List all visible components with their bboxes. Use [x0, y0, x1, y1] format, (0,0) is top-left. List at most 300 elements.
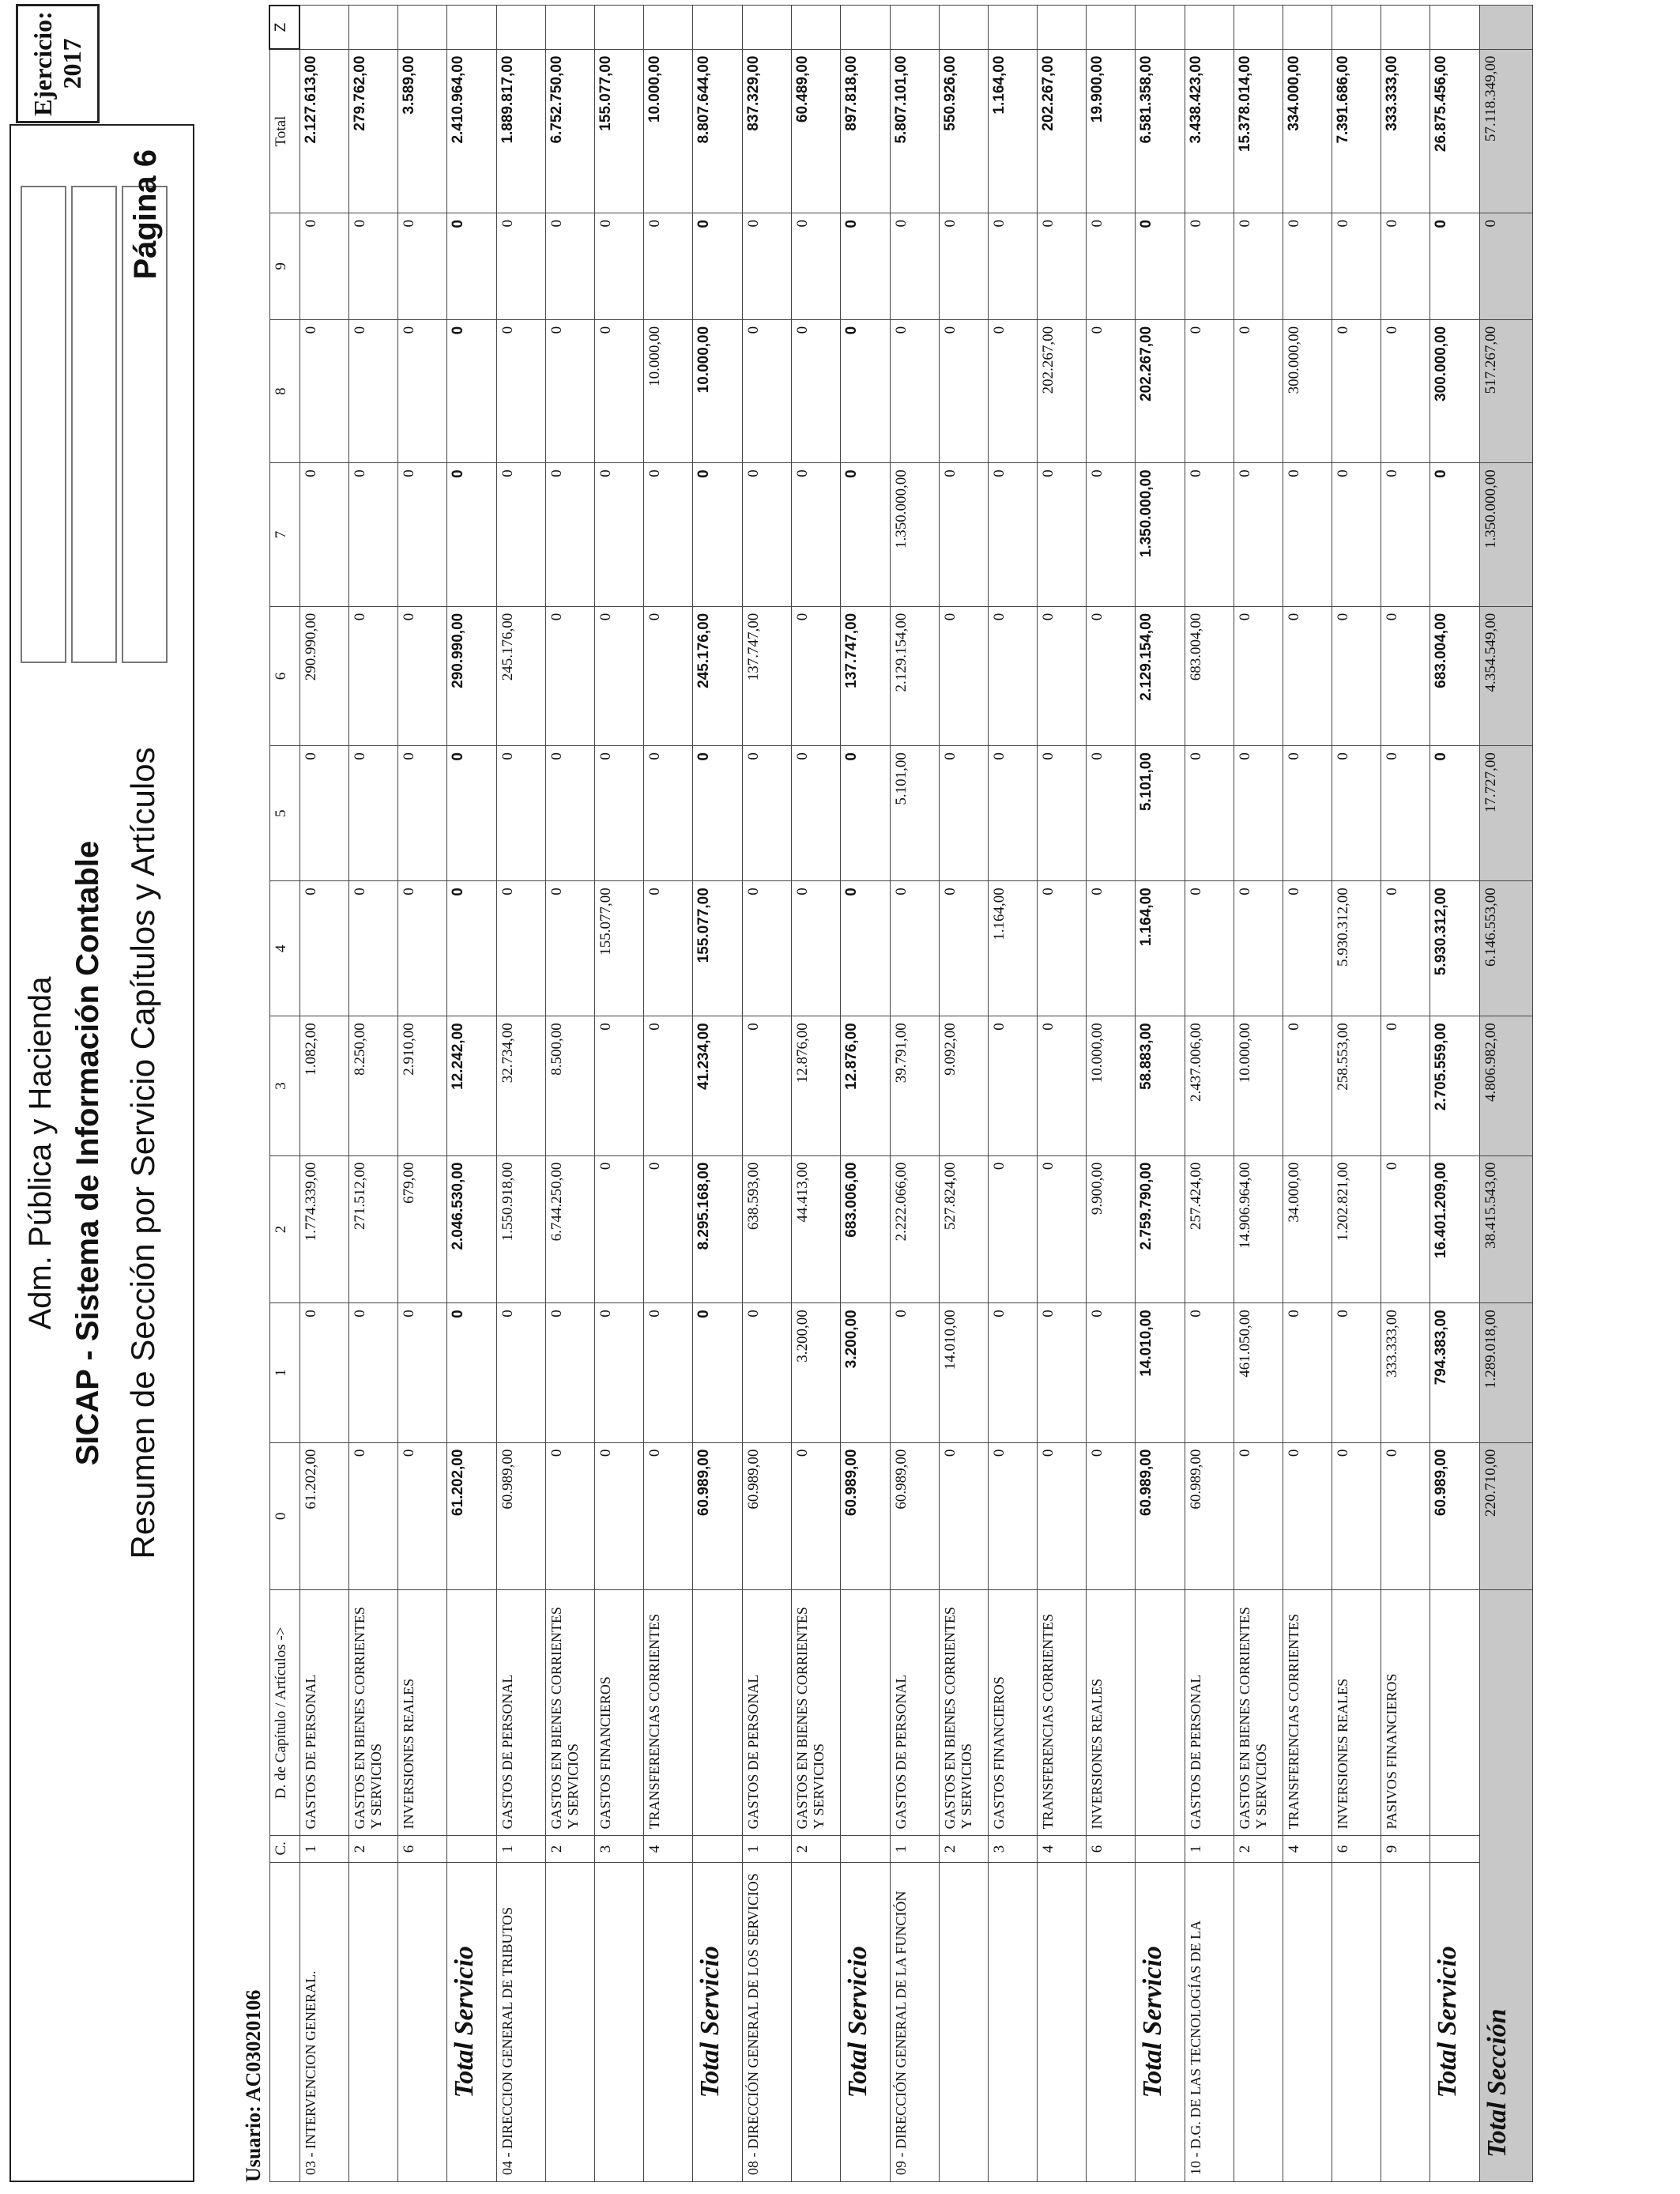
chapter-row	[1037, 6, 1086, 2182]
article-value: 0	[1086, 1442, 1135, 1590]
service-article-total: 14.010,00	[1135, 1303, 1185, 1442]
article-value: 0	[939, 463, 988, 606]
service-name: 03 - INTERVENCION GENERAL.	[299, 1862, 348, 2181]
service-article-total: 0	[1430, 213, 1479, 320]
article-value: 0	[1185, 213, 1234, 320]
article-value: 0	[939, 746, 988, 881]
row-total: 2.127.613,00	[299, 49, 348, 213]
article-value: 5.101,00	[890, 746, 939, 881]
row-total: 1.164,00	[988, 49, 1037, 213]
fiscal-year-box: Ejercicio: 2017	[16, 4, 100, 123]
article-value: 0	[643, 606, 692, 745]
service-article-total: 0	[1135, 213, 1185, 320]
report-table	[269, 5, 1533, 2182]
article-value: 0	[496, 213, 545, 320]
article-value: 0	[1381, 746, 1430, 881]
article-value: 0	[1234, 463, 1283, 606]
article-value: 0	[1283, 213, 1332, 320]
empty-cell	[1135, 1836, 1185, 1862]
service-cell-empty	[1381, 1862, 1430, 2181]
service-article-total: 61.202,00	[446, 1442, 496, 1590]
chapter-row	[594, 6, 643, 2182]
article-value: 0	[742, 463, 791, 606]
service-article-total: 0	[446, 881, 496, 1016]
article-col-header: 0	[269, 1442, 299, 1590]
service-article-total: 8.295.168,00	[692, 1155, 742, 1303]
article-value: 0	[791, 881, 840, 1016]
service-article-total: 0	[446, 1303, 496, 1442]
article-value: 9.092,00	[939, 1016, 988, 1155]
chapter-row	[1283, 6, 1332, 2182]
chapter-description: GASTOS EN BIENES CORRIENTES Y SERVICIOS	[791, 1590, 840, 1836]
article-value: 34.000,00	[1283, 1155, 1332, 1303]
column-header-row	[269, 6, 299, 2182]
article-value: 333.333,00	[1381, 1303, 1430, 1442]
article-value: 0	[890, 319, 939, 462]
article-value: 0	[1283, 606, 1332, 745]
service-article-total: 5.101,00	[1135, 746, 1185, 881]
spacer-cell	[643, 6, 692, 49]
article-value: 14.010,00	[939, 1303, 988, 1442]
spacer-cell	[890, 6, 939, 49]
service-cell-empty	[545, 1862, 594, 2181]
spacer-cell	[1037, 6, 1086, 49]
article-value: 12.876,00	[791, 1016, 840, 1155]
chapter-code: 4	[1283, 1836, 1332, 1862]
row-total: 155.077,00	[594, 49, 643, 213]
article-value: 0	[1283, 881, 1332, 1016]
section-total-label: Total Sección	[1479, 1590, 1532, 2182]
article-value: 0	[1381, 463, 1430, 606]
section-article-total: 4.806.982,00	[1479, 1016, 1532, 1155]
article-value: 0	[496, 463, 545, 606]
article-value: 0	[939, 213, 988, 320]
article-value: 300.000,00	[1283, 319, 1332, 462]
article-value: 2.437.006,00	[1185, 1016, 1234, 1155]
chapter-row	[397, 6, 446, 2182]
service-article-total: 0	[840, 463, 890, 606]
article-value: 0	[890, 1303, 939, 1442]
service-col-header	[269, 1862, 299, 2181]
article-value: 0	[1332, 1442, 1381, 1590]
article-value: 0	[1234, 606, 1283, 745]
chapter-row	[1332, 6, 1381, 2182]
service-name: 10 - D.G. DE LAS TECNOLOGÍAS DE LA	[1185, 1862, 1234, 2181]
article-value: 0	[890, 881, 939, 1016]
chapter-code: 3	[988, 1836, 1037, 1862]
service-article-total: 683.006,00	[840, 1155, 890, 1303]
section-article-total: 220.710,00	[1479, 1442, 1532, 1590]
article-value: 2.910,00	[397, 1016, 446, 1155]
service-article-total: 41.234,00	[692, 1016, 742, 1155]
chapter-row	[643, 6, 692, 2182]
article-value: 0	[1185, 319, 1234, 462]
article-value: 0	[1332, 463, 1381, 606]
chapter-code: 2	[1234, 1836, 1283, 1862]
row-total: 5.807.101,00	[890, 49, 939, 213]
article-value: 0	[1086, 463, 1135, 606]
article-value: 0	[643, 213, 692, 320]
row-total: 10.000,00	[643, 49, 692, 213]
user-label: Usuario: AC03020106	[242, 1989, 265, 2182]
article-value: 0	[299, 746, 348, 881]
spacer-cell	[742, 6, 791, 49]
service-article-total: 5.930.312,00	[1430, 881, 1479, 1016]
service-total-label: Total Servicio	[692, 1862, 742, 2181]
article-value: 1.774.339,00	[299, 1155, 348, 1303]
service-name: 04 - DIRECCION GENERAL DE TRIBUTOS	[496, 1862, 545, 2181]
article-value: 0	[397, 606, 446, 745]
article-value: 0	[348, 1303, 397, 1442]
article-value: 0	[348, 463, 397, 606]
article-value: 0	[742, 213, 791, 320]
service-cell-empty	[348, 1862, 397, 2181]
article-value: 32.734,00	[496, 1016, 545, 1155]
article-value: 0	[1381, 1016, 1430, 1155]
chapter-description: INVERSIONES REALES	[397, 1590, 446, 1836]
article-value: 679,00	[397, 1155, 446, 1303]
service-grand-total: 26.875.456,00	[1430, 49, 1479, 213]
article-value: 0	[1283, 463, 1332, 606]
service-cell-empty	[791, 1862, 840, 2181]
spacer-cell	[1479, 6, 1532, 49]
article-value: 10.000,00	[1234, 1016, 1283, 1155]
service-grand-total: 2.410.964,00	[446, 49, 496, 213]
article-value: 0	[1185, 463, 1234, 606]
article-value: 0	[594, 1155, 643, 1303]
article-value: 0	[791, 319, 840, 462]
article-value: 5.930.312,00	[1332, 881, 1381, 1016]
service-article-total: 0	[692, 213, 742, 320]
article-value: 257.424,00	[1185, 1155, 1234, 1303]
row-total: 15.378.014,00	[1234, 49, 1283, 213]
article-value: 0	[397, 1442, 446, 1590]
service-article-total: 137.747,00	[840, 606, 890, 745]
chapter-code: 6	[1086, 1836, 1135, 1862]
article-value: 0	[299, 319, 348, 462]
service-cell-empty	[594, 1862, 643, 2181]
spacer-cell	[545, 6, 594, 49]
article-value: 0	[545, 1442, 594, 1590]
chapter-row	[988, 6, 1037, 2182]
article-value: 0	[299, 881, 348, 1016]
service-name: 09 - DIRECCIÓN GENERAL DE LA FUNCIÓN	[890, 1862, 939, 2181]
article-value: 683.004,00	[1185, 606, 1234, 745]
article-value: 0	[1381, 606, 1430, 745]
chapter-code: 3	[594, 1836, 643, 1862]
article-value: 0	[988, 1303, 1037, 1442]
chapter-description: GASTOS EN BIENES CORRIENTES Y SERVICIOS	[1234, 1590, 1283, 1836]
article-value: 0	[742, 1016, 791, 1155]
article-value: 10.000,00	[643, 319, 692, 462]
article-value: 137.747,00	[742, 606, 791, 745]
empty-cell	[446, 1590, 496, 1836]
article-value: 0	[988, 606, 1037, 745]
spacer-cell	[1381, 6, 1430, 49]
article-value: 0	[1086, 881, 1135, 1016]
chapter-code: 9	[1381, 1836, 1430, 1862]
article-value: 2.129.154,00	[890, 606, 939, 745]
empty-cell	[692, 1836, 742, 1862]
service-article-total: 1.350.000,00	[1135, 463, 1185, 606]
article-value: 0	[988, 1155, 1037, 1303]
article-value: 0	[545, 319, 594, 462]
article-value: 0	[397, 881, 446, 1016]
chapter-description: TRANSFERENCIAS CORRIENTES	[1283, 1590, 1332, 1836]
article-value: 0	[1332, 1303, 1381, 1442]
cap-code-header: C.	[269, 1836, 299, 1862]
spacer-cell	[1135, 6, 1185, 49]
article-value: 6.744.250,00	[545, 1155, 594, 1303]
row-total: 3.438.423,00	[1185, 49, 1234, 213]
article-value: 60.989,00	[890, 1442, 939, 1590]
article-value: 0	[545, 463, 594, 606]
article-value: 0	[545, 881, 594, 1016]
spacer-cell	[1430, 6, 1479, 49]
service-cell-empty	[1332, 1862, 1381, 2181]
service-article-total: 0	[840, 746, 890, 881]
row-total: 19.900,00	[1086, 49, 1135, 213]
spacer-cell	[496, 6, 545, 49]
service-cell-empty	[1234, 1862, 1283, 2181]
article-value: 290.990,00	[299, 606, 348, 745]
article-value: 0	[1185, 746, 1234, 881]
article-value: 0	[1086, 746, 1135, 881]
service-article-total: 0	[1430, 746, 1479, 881]
row-total: 60.489,00	[791, 49, 840, 213]
row-total: 837.329,00	[742, 49, 791, 213]
chapter-code: 4	[1037, 1836, 1086, 1862]
chapter-description: INVERSIONES REALES	[1332, 1590, 1381, 1836]
chapter-code: 1	[1185, 1836, 1234, 1862]
chapter-row	[791, 6, 840, 2182]
service-article-total: 60.989,00	[1135, 1442, 1185, 1590]
article-value: 0	[939, 606, 988, 745]
article-value: 0	[1037, 1155, 1086, 1303]
chapter-description: INVERSIONES REALES	[1086, 1590, 1135, 1836]
service-article-total: 60.989,00	[692, 1442, 742, 1590]
article-value: 1.350.000,00	[890, 463, 939, 606]
article-value: 0	[496, 881, 545, 1016]
row-total: 279.762,00	[348, 49, 397, 213]
article-value: 0	[1283, 1016, 1332, 1155]
spacer-cell	[791, 6, 840, 49]
article-value: 44.413,00	[791, 1155, 840, 1303]
chapter-code: 6	[397, 1836, 446, 1862]
service-article-total: 0	[840, 881, 890, 1016]
service-article-total: 0	[1430, 463, 1479, 606]
service-article-total: 0	[446, 746, 496, 881]
article-value: 0	[348, 213, 397, 320]
spacer-cell	[594, 6, 643, 49]
article-value: 0	[742, 746, 791, 881]
article-value: 0	[1234, 1442, 1283, 1590]
article-value: 0	[742, 1303, 791, 1442]
article-value: 0	[594, 746, 643, 881]
empty-cell	[692, 1590, 742, 1836]
article-value: 461.050,00	[1234, 1303, 1283, 1442]
article-value: 0	[397, 213, 446, 320]
article-value: 0	[1381, 881, 1430, 1016]
article-value: 0	[348, 606, 397, 745]
article-value: 1.082,00	[299, 1016, 348, 1155]
article-col-header: 2	[269, 1155, 299, 1303]
row-total: 202.267,00	[1037, 49, 1086, 213]
article-value: 0	[791, 1442, 840, 1590]
article-col-header: 8	[269, 319, 299, 462]
service-article-total: 0	[446, 213, 496, 320]
chapter-row	[1381, 6, 1430, 2182]
article-value: 0	[594, 1442, 643, 1590]
spacer-cell	[1234, 6, 1283, 49]
article-value: 0	[545, 213, 594, 320]
spacer-cell	[348, 6, 397, 49]
chapter-row	[1185, 6, 1234, 2182]
article-value: 0	[1037, 606, 1086, 745]
article-value: 1.202.821,00	[1332, 1155, 1381, 1303]
service-article-total: 0	[840, 213, 890, 320]
service-cell-empty	[939, 1862, 988, 2181]
article-value: 0	[791, 213, 840, 320]
service-article-total: 0	[692, 1303, 742, 1442]
spacer-cell	[1332, 6, 1381, 49]
article-value: 0	[988, 463, 1037, 606]
service-grand-total: 6.581.358,00	[1135, 49, 1185, 213]
service-grand-total: 897.818,00	[840, 49, 890, 213]
spacer-cell	[397, 6, 446, 49]
row-total: 333.333,00	[1381, 49, 1430, 213]
service-article-total: 0	[692, 746, 742, 881]
article-value: 0	[594, 319, 643, 462]
service-total-row	[692, 6, 742, 2182]
chapter-description: GASTOS EN BIENES CORRIENTES Y SERVICIOS	[545, 1590, 594, 1836]
article-value: 0	[1037, 1442, 1086, 1590]
article-value: 0	[890, 213, 939, 320]
article-value: 0	[1234, 319, 1283, 462]
service-article-total: 0	[840, 319, 890, 462]
service-article-total: 3.200,00	[840, 1303, 890, 1442]
org-name: Adm. Pública y Hacienda	[22, 976, 58, 1330]
section-article-total: 0	[1479, 213, 1532, 320]
article-value: 0	[939, 1442, 988, 1590]
article-value: 0	[1234, 881, 1283, 1016]
chapter-code: 1	[742, 1836, 791, 1862]
article-value: 0	[643, 463, 692, 606]
service-article-total: 683.004,00	[1430, 606, 1479, 745]
empty-cell	[1135, 1590, 1185, 1836]
article-value: 0	[1234, 746, 1283, 881]
article-value: 0	[348, 319, 397, 462]
article-col-header: 9	[269, 213, 299, 320]
article-value: 0	[1086, 1303, 1135, 1442]
chapter-code: 6	[1332, 1836, 1381, 1862]
article-value: 0	[939, 319, 988, 462]
service-cell-empty	[1037, 1862, 1086, 2181]
chapter-description: PASIVOS FINANCIEROS	[1381, 1590, 1430, 1836]
article-value: 0	[1037, 746, 1086, 881]
chapter-code: 1	[496, 1836, 545, 1862]
spacer-cell	[939, 6, 988, 49]
article-value: 0	[397, 1303, 446, 1442]
section-article-total: 517.267,00	[1479, 319, 1532, 462]
article-value: 14.906.964,00	[1234, 1155, 1283, 1303]
chapter-description: GASTOS DE PERSONAL	[742, 1590, 791, 1836]
article-value: 2.222.066,00	[890, 1155, 939, 1303]
article-value: 0	[1332, 319, 1381, 462]
article-value: 0	[643, 1442, 692, 1590]
service-article-total: 0	[446, 463, 496, 606]
article-value: 61.202,00	[299, 1442, 348, 1590]
service-total-label: Total Servicio	[1430, 1862, 1479, 2181]
article-value: 0	[594, 1303, 643, 1442]
article-value: 0	[299, 213, 348, 320]
article-value: 0	[397, 746, 446, 881]
article-col-header: 5	[269, 746, 299, 881]
chapter-description: GASTOS FINANCIEROS	[988, 1590, 1037, 1836]
service-name: 08 - DIRECCIÓN GENERAL DE LOS SERVICIOS	[742, 1862, 791, 2181]
article-value: 0	[1283, 1303, 1332, 1442]
service-total-row	[1430, 6, 1479, 2182]
service-article-total: 2.705.559,00	[1430, 1016, 1479, 1155]
article-value: 0	[1086, 606, 1135, 745]
chapter-description: TRANSFERENCIAS CORRIENTES	[643, 1590, 692, 1836]
article-value: 60.989,00	[742, 1442, 791, 1590]
service-total-row	[446, 6, 496, 2182]
service-article-total: 2.759.790,00	[1135, 1155, 1185, 1303]
report-body	[299, 6, 1532, 2182]
section-article-total: 6.146.553,00	[1479, 881, 1532, 1016]
article-value: 0	[1283, 746, 1332, 881]
article-value: 258.553,00	[1332, 1016, 1381, 1155]
service-total-row	[1135, 6, 1185, 2182]
spacer-cell	[1185, 6, 1234, 49]
service-total-label: Total Servicio	[1135, 1862, 1185, 2181]
row-total: 6.752.750,00	[545, 49, 594, 213]
article-value: 8.250,00	[348, 1016, 397, 1155]
article-value: 0	[742, 881, 791, 1016]
article-value: 0	[643, 1016, 692, 1155]
spacer-cell	[1283, 6, 1332, 49]
article-value: 0	[791, 606, 840, 745]
article-value: 0	[988, 1442, 1037, 1590]
corner-mark: Z	[269, 6, 299, 49]
empty-cell	[1430, 1836, 1479, 1862]
article-value: 10.000,00	[1086, 1016, 1135, 1155]
article-value: 0	[1381, 1442, 1430, 1590]
article-value: 0	[348, 881, 397, 1016]
spacer-cell	[840, 6, 890, 49]
section-article-total: 1.350.000,00	[1479, 463, 1532, 606]
service-article-total: 60.989,00	[1430, 1442, 1479, 1590]
empty-cell	[840, 1836, 890, 1862]
chapter-code: 2	[791, 1836, 840, 1862]
article-value: 0	[988, 213, 1037, 320]
article-col-header: 7	[269, 463, 299, 606]
service-total-label: Total Servicio	[840, 1862, 890, 2181]
spacer-cell	[692, 6, 742, 49]
service-article-total: 1.164,00	[1135, 881, 1185, 1016]
article-value: 0	[1086, 213, 1135, 320]
article-value: 3.200,00	[791, 1303, 840, 1442]
service-cell-empty	[1283, 1862, 1332, 2181]
article-value: 0	[1381, 1155, 1430, 1303]
chapter-row	[939, 6, 988, 2182]
article-value: 202.267,00	[1037, 319, 1086, 462]
chapter-description: GASTOS DE PERSONAL	[1185, 1590, 1234, 1836]
page-number: Página 6	[128, 149, 163, 280]
section-article-total: 17.727,00	[1479, 746, 1532, 881]
article-value: 0	[1381, 213, 1430, 320]
